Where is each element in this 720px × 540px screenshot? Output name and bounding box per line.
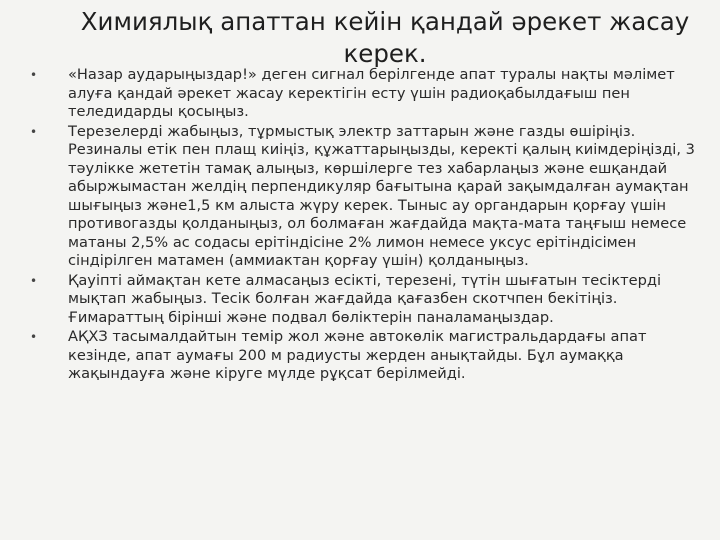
bullet-icon: •	[30, 330, 38, 344]
bullet-list	[20, 66, 712, 385]
bullet-item	[20, 123, 712, 271]
bullet-text: «Назар аударыңыздар!» деген сигнал берілгенде апат туралы нақты мәлімет алуға қандай әрекет жасау керектігін есту үшін радиоқабылдағыш пен теледидарды қосыңыз.	[68, 66, 675, 120]
bullet-text: Қауіпті аймақтан кете алмасаңыз есікті, терезені, түтін шығатын тесіктерді мықтап жабыңыз. Тесік болған жағдайда қағазбен скотчпен бекітіңіз. Ғимараттың бірінші және подвал бөліктерін паналамаңыздар.	[68, 271, 662, 326]
slide-title: Химиялық апаттан кейін қандай әрекет жасау керек.	[80, 7, 690, 68]
bullet-item	[20, 328, 712, 384]
bullet-icon: •	[30, 68, 38, 82]
bullet-icon: •	[30, 273, 38, 288]
bullet-icon: •	[30, 124, 38, 139]
bullet-item	[20, 66, 712, 122]
bullet-text: АҚХЗ тасымалдайтын темір жол және автокөлік магистральдардағы апат кезінде, апат аумағы 200 м радиусты жерден анықтайды. Бұл аумаққа жақындауға және кіруге мүлде рұқсат берілмейді.	[68, 328, 647, 382]
bullet-item	[20, 272, 712, 328]
bullet-text: Терезелерді жабыңыз, тұрмыстық электр заттарын және газды өшіріңіз. Резиналы етік пен плащ киіңіз, құжаттарыңызды, керекті қалың киімдеріңізді, 3 тәулікке жететін тамақ алыңыз, көршілерге тез хабарлаңыз және ешқандай абыржымастан желдің перпендикуляр бағытына қарай зақымдалған аумақтан шығыңыз және1,5 км алыста жүру керек. Тыныс ау органдарын қорғау үшін противогазды қолданыңыз, ол болмаған жағдайда мақта-мата таңғыш немесе матаны 2,5% ас содасы ерітіндісіне 2% лимон немесе уксус ерітіндісімен сіндірілген матамен (аммиактан қорғау үшін) қолданыңыз.	[68, 122, 695, 269]
